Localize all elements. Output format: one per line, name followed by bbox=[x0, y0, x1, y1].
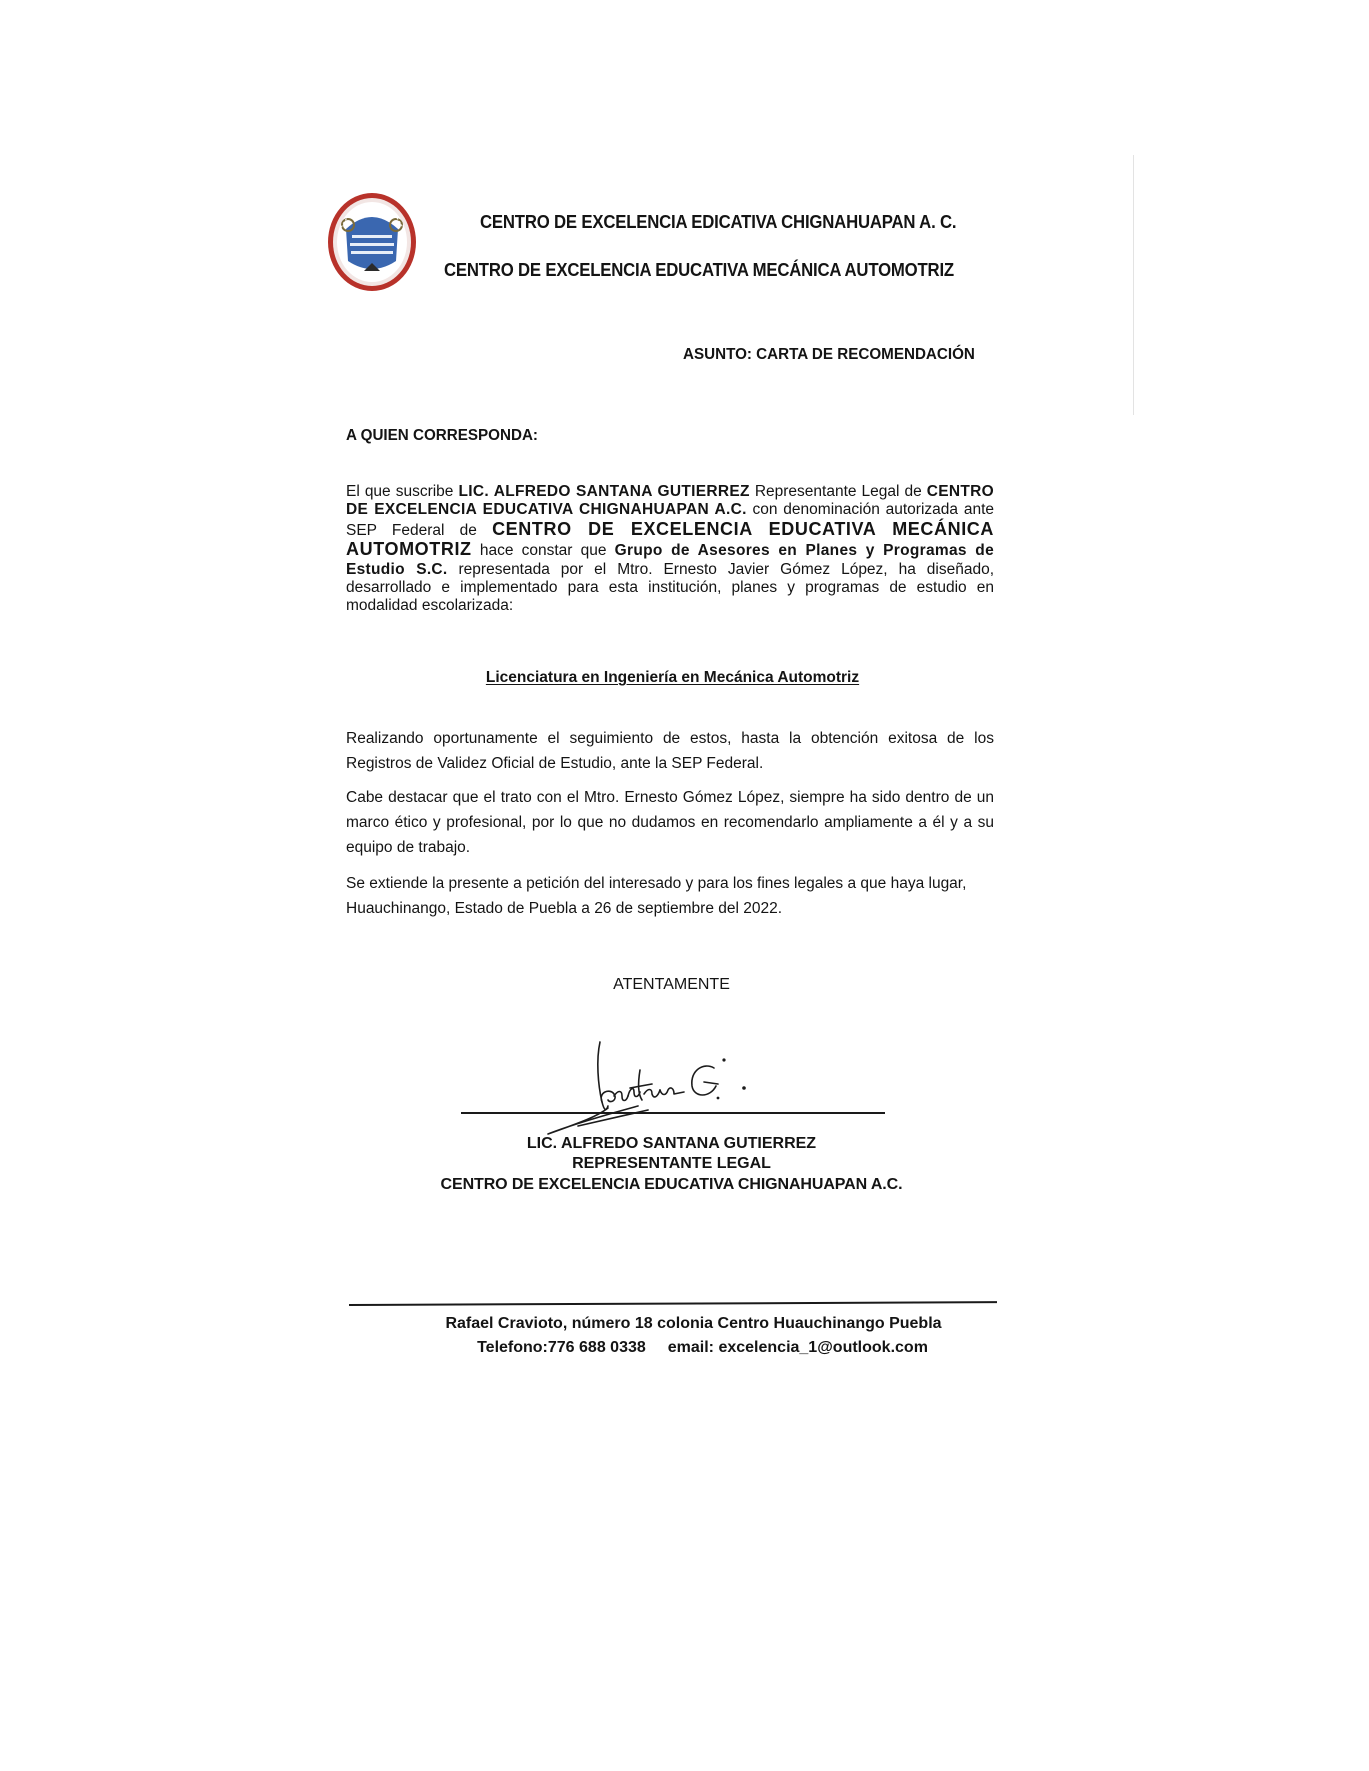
signer-name-text: LIC. ALFREDO SANTANA GUTIERREZ bbox=[526, 1135, 817, 1152]
footer-contact-line bbox=[468, 1337, 928, 1359]
handwritten-signature bbox=[518, 1030, 818, 1140]
p1-text-3: con denominación autorizada ante SEP Federal de bbox=[346, 501, 994, 539]
signer-org bbox=[0, 1175, 1369, 1195]
p1-text-2: Representante Legal de bbox=[749, 483, 927, 500]
p1-group: Grupo de Asesores en Planes y Programas de Estudio S.C. bbox=[346, 542, 994, 578]
footer-divider bbox=[349, 1301, 997, 1306]
signer-name bbox=[0, 1134, 1369, 1154]
closing-text: ATENTAMENTE bbox=[613, 976, 730, 993]
closing bbox=[0, 976, 1369, 994]
salutation: A QUIEN CORRESPONDA: bbox=[346, 427, 538, 444]
signature-line bbox=[461, 1112, 885, 1114]
subject-line: ASUNTO: CARTA DE RECOMENDACIÓN bbox=[683, 346, 975, 363]
paragraph-4-line-2: Huauchinango, Estado de Puebla a 26 de septiembre del 2022. bbox=[346, 900, 783, 917]
footer-email: email: excelencia_1@outlook.com bbox=[667, 1339, 928, 1356]
letterhead-line-2: CENTRO DE EXCELENCIA EDUCATIVA MECÁNICA AUTOMOTRIZ bbox=[444, 260, 954, 280]
paragraph-3: Cabe destacar que el trato con el Mtro. Ernesto Gómez López, siempre ha sido dentro de un marco ético y profesional, por lo que no dudamos en recomendarlo ampliamente a él y a su equipo de trabajo. bbox=[346, 789, 994, 856]
p1-org-1: CENTRO DE EXCELENCIA EDUCATIVA CHIGNAHUAPAN A.C. bbox=[346, 483, 995, 519]
institution-logo bbox=[326, 191, 418, 293]
p1-text-1: El que suscribe bbox=[346, 483, 459, 500]
footer-contact bbox=[0, 1337, 1369, 1359]
footer-address bbox=[0, 1313, 1369, 1335]
letterhead-line-1: CENTRO DE EXCELENCIA EDICATIVA CHIGNAHUAPAN A. C. bbox=[480, 212, 957, 232]
signer-role bbox=[0, 1154, 1369, 1174]
paragraph-2: Realizando oportunamente el seguimiento de estos, hasta la obtención exitosa de los Registros de Validez Oficial de Estudio, ante la SEP Federal. bbox=[346, 730, 994, 772]
program-title-text: Licenciatura en Ingeniería en Mecánica Automotriz bbox=[485, 669, 860, 686]
footer-address-text: Rafael Cravioto, número 18 colonia Centro Huauchinango Puebla bbox=[445, 1315, 942, 1332]
signer-role-text: REPRESENTANTE LEGAL bbox=[572, 1155, 771, 1172]
p1-org-2: CENTRO DE EXCELENCIA EDUCATIVA MECÁNICA AUTOMOTRIZ bbox=[346, 518, 994, 560]
program-title bbox=[0, 669, 1369, 687]
paragraph-4-line-1: Se extiende la presente a petición del interesado y para los fines legales a que haya lugar, bbox=[346, 875, 967, 892]
p1-text-4: hace constar que bbox=[471, 542, 615, 560]
signer-org-text: CENTRO DE EXCELENCIA EDUCATIVA CHIGNAHUAPAN A.C. bbox=[440, 1176, 903, 1193]
paragraph-4 bbox=[346, 871, 994, 921]
page-edge-line bbox=[1133, 155, 1134, 415]
p1-text-5: representada por el Mtro. Ernesto Javier Gómez López, ha diseñado, desarrollado e implementado para esta institución, planes y programas de estudio en modalidad escolarizada: bbox=[346, 560, 994, 615]
p1-signer-name: LIC. ALFREDO SANTANA GUTIERREZ bbox=[458, 483, 750, 500]
paragraph-1 bbox=[346, 483, 994, 616]
footer-phone: Telefono:776 688 0338 bbox=[477, 1339, 646, 1356]
